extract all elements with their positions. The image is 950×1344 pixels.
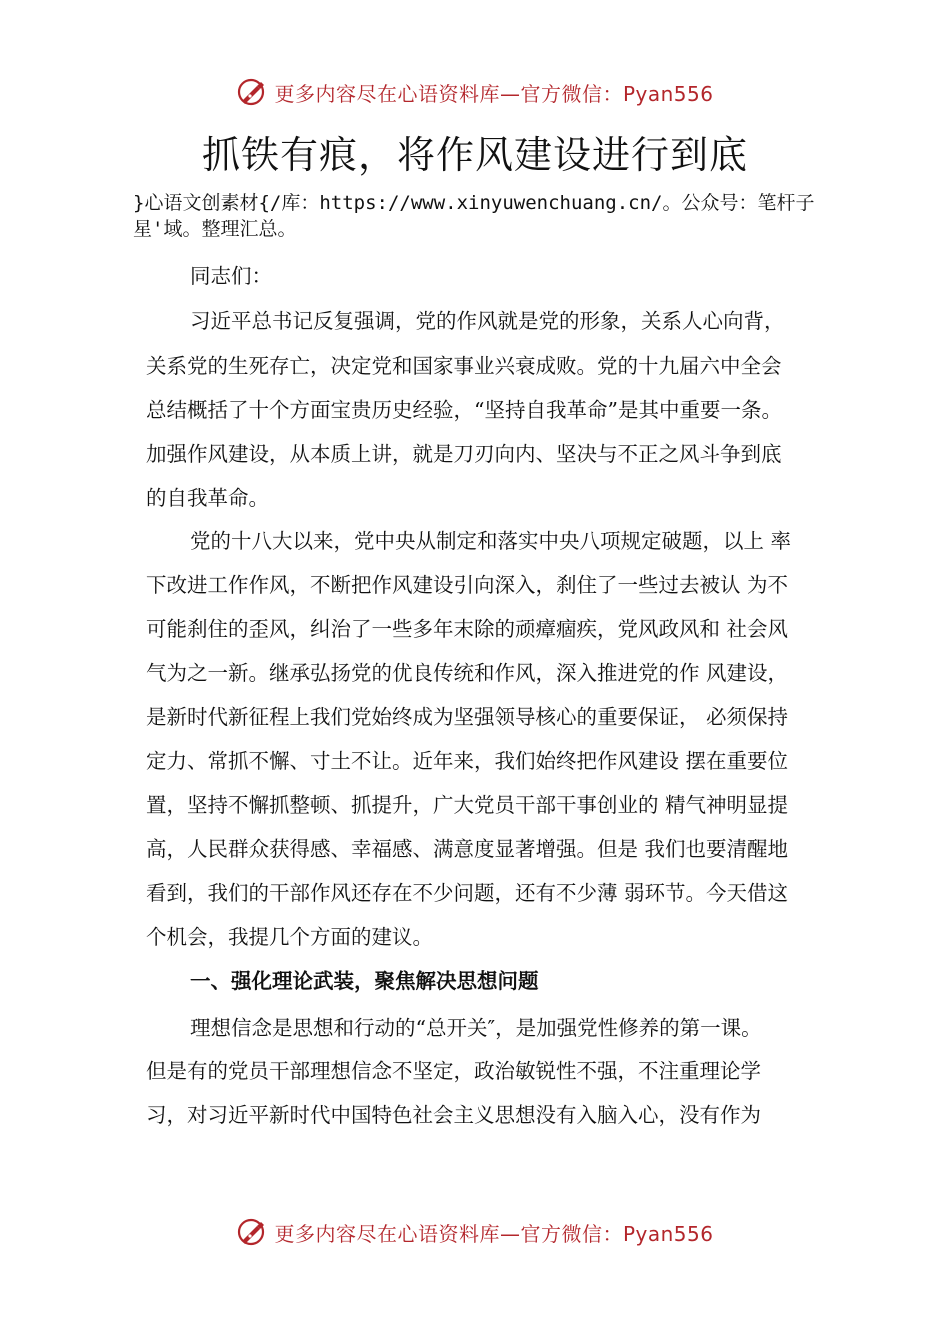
pen-nib-logo-icon [236, 1217, 266, 1247]
header-banner [0, 72, 950, 112]
body-line: 党的十八大以来，党中央从制定和落实中央八项规定破题，以上 率 [190, 529, 792, 553]
body-line: 总结概括了十个方面宝贵历史经验，“坚持自我革命”是其中重要一条。 [146, 398, 782, 422]
body-line: 但是有的党员干部理想信念不坚定，政治敏锐性不强，不注重理论学 [146, 1059, 761, 1083]
body-line: 习，对习近平新时代中国特色社会主义思想没有入脑入心，没有作为 [146, 1103, 761, 1127]
body-line: 个机会，我提几个方面的建议。 [146, 925, 433, 949]
body-line: 是新时代新征程上我们党始终成为坚强领导核心的重要保证， 必须保持 [146, 705, 789, 729]
body-line: 置，坚持不懈抓整顿、抓提升，广大党员干部干事创业的 精气神明显提 [146, 793, 789, 817]
footer-banner [0, 1212, 950, 1252]
banner-text: 更多内容尽在心语资料库—官方微信：Pyan556 [274, 81, 714, 106]
body-line: 下改进工作作风，不断把作风建设引向深入，刹住了一些过去被认 为不 [146, 573, 789, 597]
body-line: 可能刹住的歪风，纠治了一些多年末除的顽瘴痼疾，党风政风和 社会风 [146, 617, 789, 641]
body-line: 看到，我们的干部作风还存在不少问题，还有不少薄 弱环节。今天借这 [146, 881, 789, 905]
pen-nib-logo-icon [236, 77, 266, 107]
banner-text: 更多内容尽在心语资料库—官方微信：Pyan556 [274, 1221, 714, 1246]
salutation-line: 同志们： [190, 264, 272, 288]
body-line: 的自我革命。 [146, 486, 269, 510]
body-line: 高，人民群众获得感、幸福感、满意度显著增强。但是 我们也要清醒地 [146, 837, 789, 861]
section-heading: 一、强化理论武装，聚焦解决思想问题 [190, 969, 539, 993]
body-line: 气为之一新。继承弘扬党的优良传统和作风，深入推进党的作 风建设， [146, 661, 789, 685]
body-line: 关系党的生死存亡，决定党和国家事业兴衰成败。党的十九届六中全会 [146, 354, 782, 378]
body-line: 理想信念是思想和行动的“总开关″，是加强党性修养的第一课。 [190, 1016, 762, 1040]
body-line: 习近平总书记反复强调，党的作风就是党的形象，关系人心向背， [190, 309, 785, 333]
body-line: 定力、常抓不懈、寸土不让。近年来，我们始终把作风建设 摆在重要位 [146, 749, 789, 773]
source-note: }心语文创素材{/库：https://www.xinyuwenchuang.cn/。公众号：笔杆子星'域。整理汇总。 [133, 192, 815, 240]
body-line: 加强作风建设，从本质上讲，就是刀刃向内、坚决与不正之风斗争到底 [146, 442, 782, 466]
document-title: 抓铁有痕，将作风建设进行到底 [201, 133, 748, 177]
